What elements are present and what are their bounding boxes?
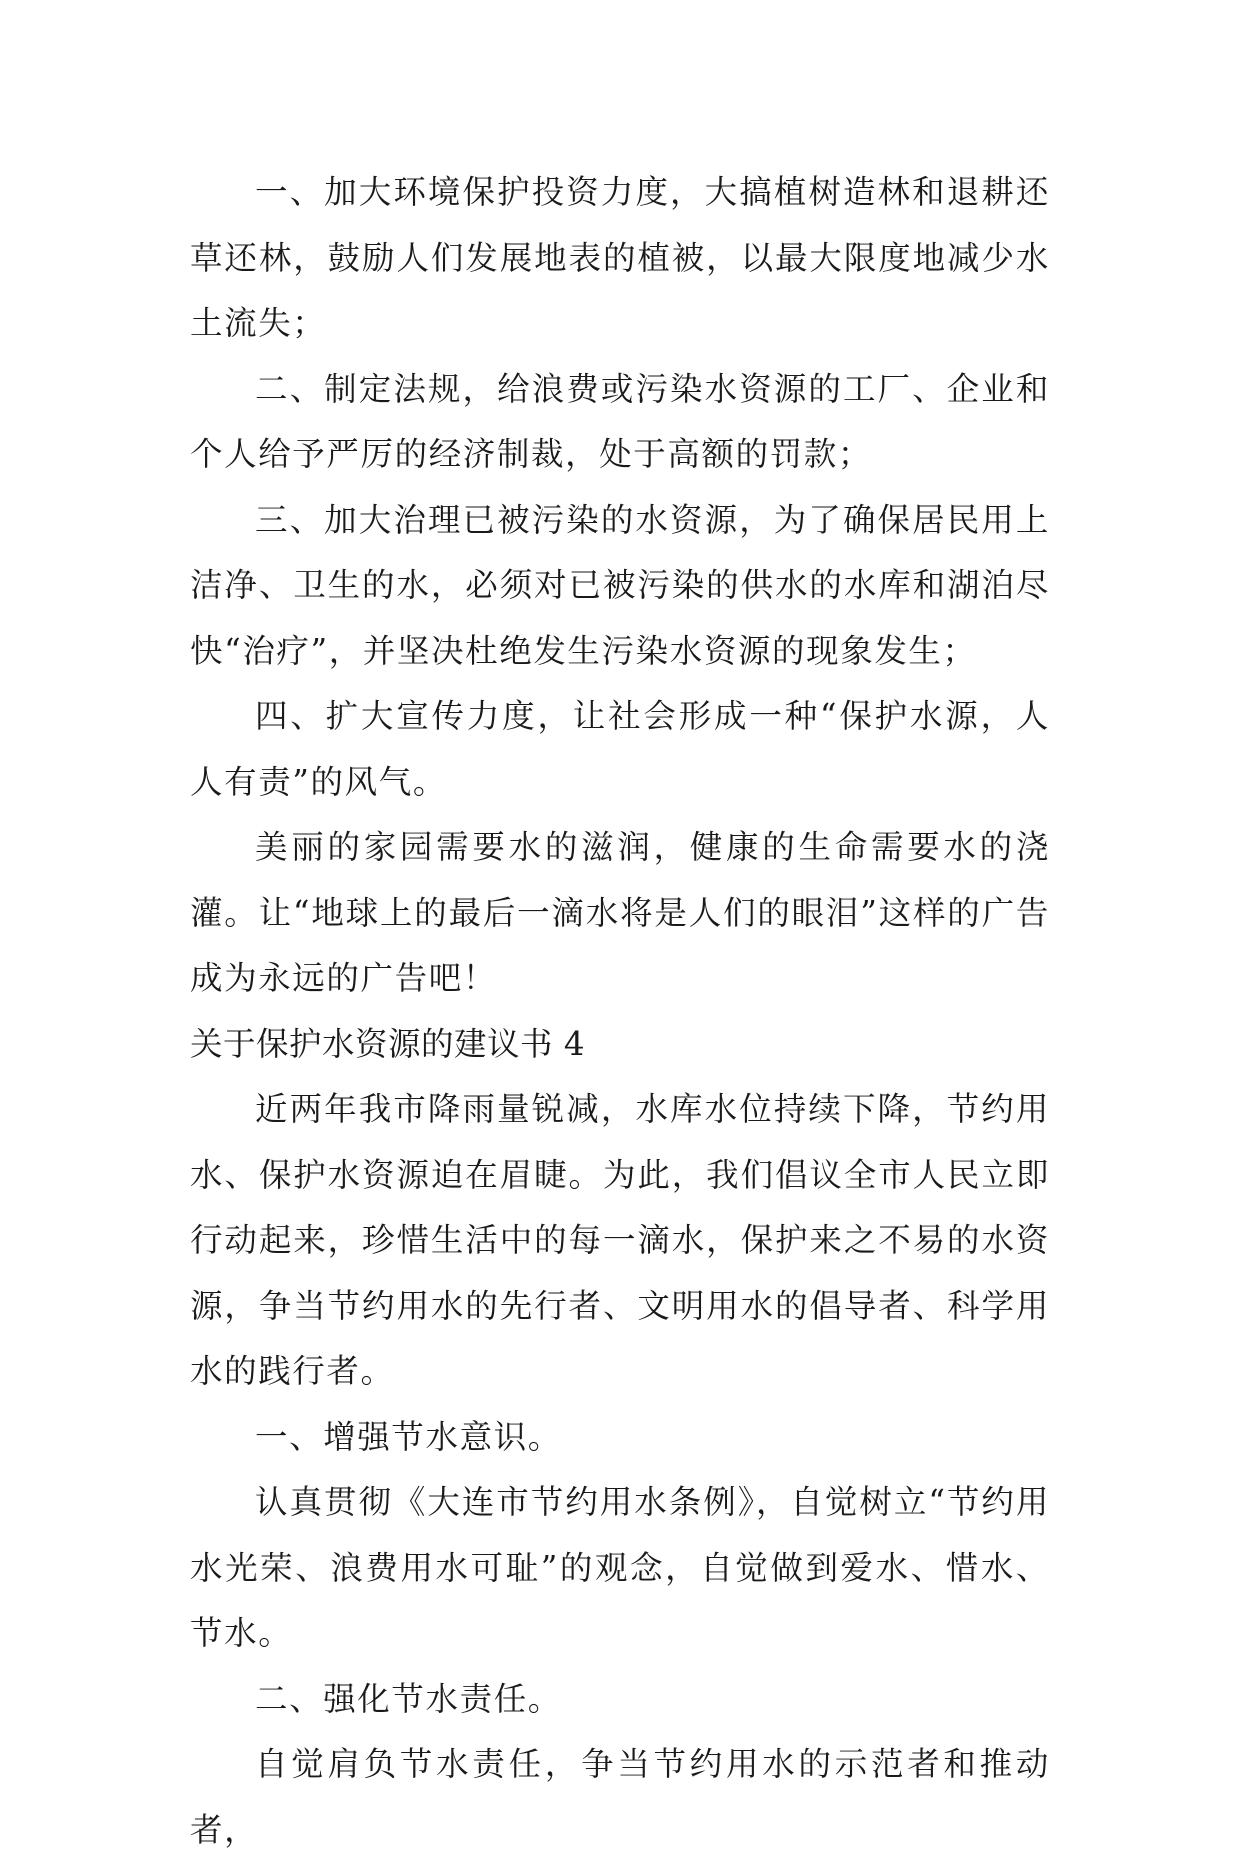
subheading-awareness: 一、增强节水意识。: [255, 1417, 562, 1456]
paragraph-intro: 近两年我市降雨量锐减，水库水位持续下降，节约用水、保护水资源迫在眉睫。为此，我们倡议全市人民立即行动起来，珍惜生活中的每一滴水，保护来之不易的水资源，争当节约用水的先行者、文明用水的倡导者、科学用水的践行者。: [190, 1090, 1050, 1390]
paragraph-measure-1: 一、加大环境保护投资力度，大搞植树造林和退耕还草还林，鼓励人们发展地表的植被，以最大限度地减少水土流失；: [190, 173, 1050, 342]
paragraph-awareness: 认真贯彻《大连市节约用水条例》，自觉树立“节约用水光荣、浪费用水可耻”的观念，自觉做到爱水、惜水、节水。: [190, 1483, 1050, 1652]
paragraph-conclusion: 美丽的家园需要水的滋润，健康的生命需要水的浇灌。让“地球上的最后一滴水将是人们的眼泪”这样的广告成为永远的广告吧！: [190, 828, 1050, 997]
paragraph-measure-2: 二、制定法规，给浪费或污染水资源的工厂、企业和个人给予严厉的经济制裁，处于高额的罚款；: [190, 369, 1050, 473]
paragraph-measure-4: 四、扩大宣传力度，让社会形成一种“保护水源，人人有责”的风气。: [190, 697, 1050, 801]
subheading-responsibility: 二、强化节水责任。: [255, 1679, 562, 1718]
paragraph-measure-3: 三、加大治理已被污染的水资源，为了确保居民用上洁净、卫生的水，必须对已被污染的供水的水库和湖泊尽快“治疗”，并坚决杜绝发生污染水资源的现象发生；: [190, 500, 1050, 670]
paragraph-responsibility: 自觉肩负节水责任，争当节约用水的示范者和推动者，: [190, 1745, 1050, 1849]
document-body: [190, 160, 1050, 1863]
section-heading: 关于保护水资源的建议书 4: [190, 1024, 586, 1063]
